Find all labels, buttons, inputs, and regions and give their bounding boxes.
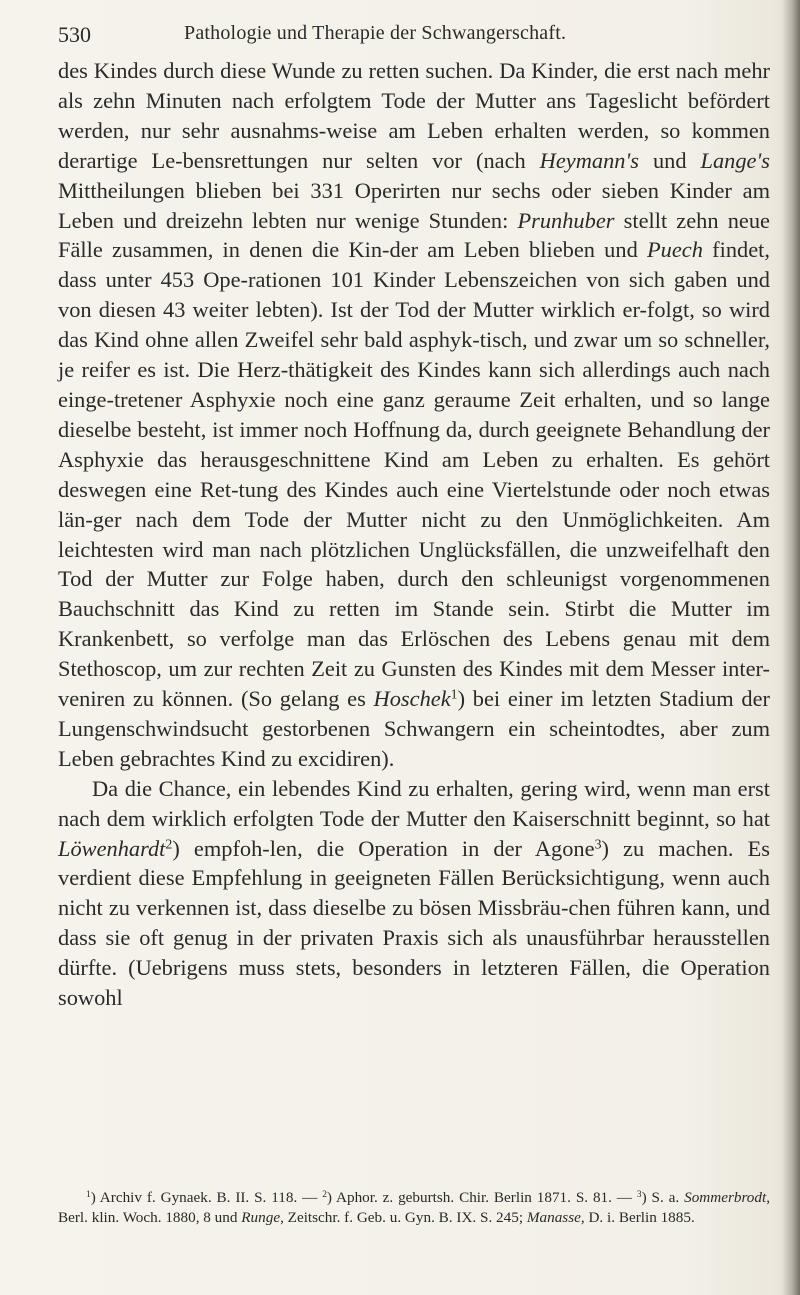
text-run: , Berl. klin. Woch. 1880, 8 und: [58, 1189, 771, 1226]
italic-name: Runge: [241, 1209, 281, 1226]
italic-name: Löwenhardt: [58, 835, 166, 861]
italic-name: Prunhuber: [517, 207, 615, 233]
text-run: ) empfoh-len, die Operation in der Agone: [172, 835, 595, 861]
footnote-marker: 2: [165, 836, 173, 852]
text-run: stellt zehn neue Fälle zusammen, in denen die Kin-der am Leben blieben und: [58, 207, 770, 263]
text-run: , D. i. Berlin 1885.: [580, 1209, 695, 1226]
page-edge-shadow: [782, 0, 800, 1295]
running-title: Pathologie und Therapie der Schwangerschaft.: [184, 22, 567, 44]
italic-name: Lange's: [700, 147, 770, 173]
paragraph: [58, 774, 770, 1013]
body-text: [58, 56, 770, 1013]
text-run: , Zeitschr. f. Geb. u. Gyn. B. IX. S. 245;: [280, 1209, 527, 1226]
italic-name: Manasse: [526, 1209, 581, 1226]
footnotes: [58, 1188, 770, 1228]
text-run: ) S. a.: [641, 1189, 685, 1206]
text-run: und: [638, 147, 701, 173]
text-run: ) bei einer im letzten Stadium der Lungenschwindsucht gestorbenen Schwangern ein scheintodtes, aber zum Leben gebrachtes Kind zu excidiren).: [58, 686, 770, 771]
text-run: ) Archiv f. Gynaek. B. II. S. 118. —: [90, 1189, 323, 1206]
text-run: ) Aphor. z. geburtsh. Chir. Berlin 1871. S. 81. —: [326, 1189, 637, 1206]
paragraph: [58, 56, 770, 774]
text-run: Da die Chance, ein lebendes Kind zu erhalten, gering wird, wenn man erst nach dem wirklich erfolgten Tode der Mutter den Kaiserschnitt beginnt, so hat: [58, 775, 770, 831]
page-number: 530: [58, 22, 91, 47]
italic-name: Hoschek: [373, 686, 451, 712]
footnote-marker: 3: [594, 836, 602, 852]
italic-name: Sommerbrodt: [684, 1189, 767, 1206]
page-header: [58, 22, 758, 52]
text-run: des Kindes durch diese Wunde zu retten suchen. Da Kinder, die erst nach mehr als zehn Minuten nach erfolgtem Tode der Mutter ans Tageslicht befördert werden, nur sehr ausnahms-weise am Leben erhalten werden, so kommen derartige Le-bensrettungen nur selten vor (nach: [58, 58, 770, 173]
footnote-marker: 2: [322, 1189, 327, 1200]
text-run: ) zu machen. Es verdient diese Empfehlung in geeigneten Fällen Berücksichtigung, wenn auch nicht zu verkennen ist, dass dieselbe zu bösen Missbräu-chen führen kann, und dass sie oft genug in der privaten Praxis sich als unausführbar herausstellen dürfte. (Uebrigens muss stets, besonders in letzteren Fällen, die Operation sowohl: [58, 835, 770, 1011]
italic-name: Puech: [646, 237, 703, 263]
footnote-text: [58, 1188, 770, 1228]
footnote-marker: 3: [636, 1189, 642, 1200]
footnote-marker: 1: [86, 1189, 91, 1200]
text-run: findet, dass unter 453 Ope-rationen 101 Kinder Lebenszeichen von sich gaben und von diesen 43 weiter lebten). Ist der Tod der Mutter wirklich er-folgt, so wird das Kind ohne allen Zweifel sehr bald asphyk-tisch, und zwar um so schneller, je reifer es ist. Die Herz-thätigkeit des Kindes kann sich allerdings auch nach einge-tretener Asphyxie noch eine ganz geraume Zeit erhalten, und so lange dieselbe besteht, ist immer noch Hoffnung da, durch geeignete Behandlung der Asphyxie das herausgeschnittene Kind am Leben zu erhalten. Es gehört deswegen eine Ret-tung des Kindes auch eine Viertelstunde oder noch etwas län-ger nach dem Tode der Mutter nicht zu den Unmöglichkeiten. Am leichtesten wird man nach plötzlichen Unglücksfällen, die unzweifelhaft den Tod der Mutter zur Folge haben, durch den schleunigst vorgenommenen Bauchschnitt das Kind zu retten im Stande sein. Stirbt die Mutter im Krankenbett, so verfolge man das Erlöschen des Lebens genau mit dem Stethoscop, um zur rechten Zeit zu Gunsten des Kindes mit dem Messer inter-veniren zu können. (So gelang es: [58, 237, 770, 712]
footnote-marker: 1: [450, 687, 458, 703]
italic-name: Heymann's: [539, 147, 639, 173]
text-run: Mittheilungen blieben bei 331 Operirten nur sechs oder sieben Kinder am Leben und dreizehn lebten nur wenige Stunden:: [58, 177, 770, 233]
